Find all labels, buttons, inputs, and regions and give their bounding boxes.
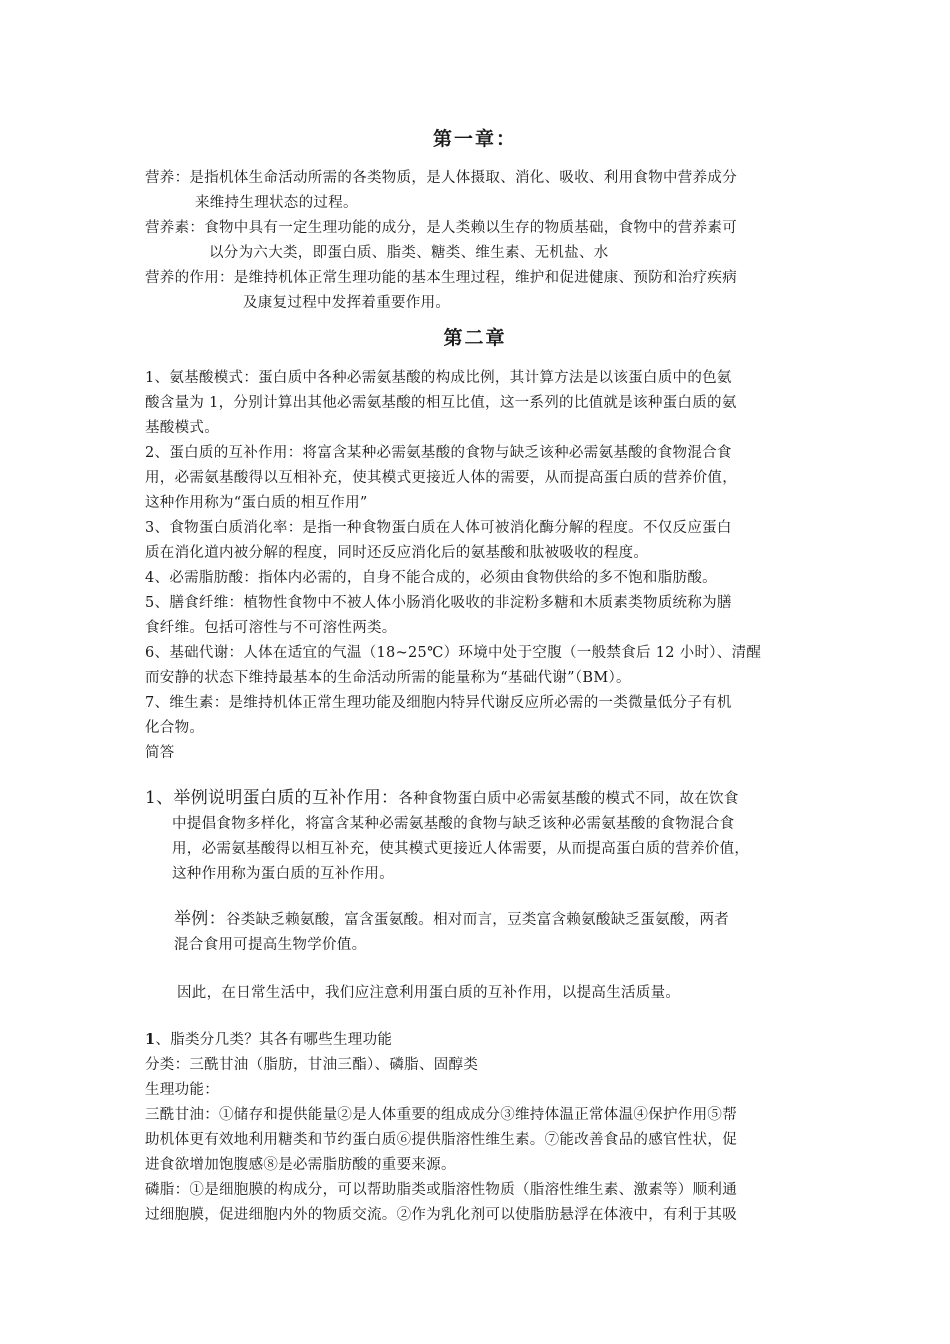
ch2-item1-line3: 基酸模式。 (145, 420, 219, 436)
ch2-item2-line2: 用，必需氨基酸得以互相补充，使其模式更接近人体的需要，从而提高蛋白质的营养价值， (145, 470, 737, 486)
def-nutrition-line2: 来维持生理状态的过程。 (195, 195, 358, 211)
ch2-item1-line2: 酸含量为 1，分别计算出其他必需氨基酸的相互比值，这一系列的比值就是该种蛋白质的氨 (145, 395, 737, 411)
ch2-item7-line1: 7、维生素：是维持机体正常生理功能及细胞内特异代谢反应所必需的一类微量低分子有机 (145, 695, 732, 711)
triglyceride-line2: 助机体更有效地利用糖类和节约蛋白质⑥提供脂溶性维生素。⑦能改善食品的感官性状，促 (145, 1132, 737, 1148)
ch2-item4-line1: 4、必需脂肪酸：指体内必需的，自身不能合成的，必须由食物供给的多不饱和脂肪酸。 (145, 570, 717, 586)
ch2-item3-line1: 3、食物蛋白质消化率：是指一种食物蛋白质在人体可被消化酶分解的程度。不仅反应蛋白 (145, 520, 732, 536)
chapter2-title: 第二章 (443, 327, 507, 349)
ch2-item2-line3: 这种作用称为“蛋白质的相互作用” (145, 495, 368, 511)
ch2-item3-line2: 质在消化道内被分解的程度，同时还反应消化后的氨基酸和肽被吸收的程度。 (145, 545, 649, 561)
def-nutrient-line2: 以分为六大类，即蛋白质、脂类、糖类、维生素、无机盐、水 (209, 245, 609, 261)
ch2-item1-line1: 1、氨基酸模式：蛋白质中各种必需氨基酸的构成比例，其计算方法是以该蛋白质中的色氨 (145, 370, 732, 386)
lipids-question-text: 、脂类分几类？其各有哪些生理功能 (155, 1032, 393, 1048)
triglyceride-line1: 三酰甘油：①储存和提供能量②是人体重要的组成成分③维持体温正常体温④保护作用⑤帮 (145, 1107, 737, 1123)
ch2-item5-line2: 食纤维。包括可溶性与不可溶性两类。 (145, 620, 397, 636)
example-text-line1: 谷类缺乏赖氨酸，富含蛋氨酸。相对而言，豆类富含赖氨酸缺乏蛋氨酸，两者 (225, 912, 730, 928)
lipids-question-number: 1 (145, 1031, 156, 1048)
triglyceride-line3: 进食欲增加饱腹感⑧是必需脂肪酸的重要来源。 (145, 1157, 456, 1173)
chapter1-title: 第一章： (432, 128, 517, 150)
qa1-answer-line3: 用，必需氨基酸得以相互补充，使其模式更接近人体需要，从而提高蛋白质的营养价值， (172, 841, 750, 857)
ch2-item5-line1: 5、膳食纤维：植物性食物中不被人体小肠消化吸收的非淀粉多糖和木质素类物质统称为膳 (145, 595, 732, 611)
ch2-item6-line2: 而安静的状态下维持最基本的生命活动所需的能量称为“基础代谢”（BM）。 (145, 670, 631, 686)
lipids-question (145, 1030, 815, 1050)
ch2-item7-line2: 化合物。 (145, 720, 205, 736)
ch2-item6-line1: 6、基础代谢：人体在适宜的气温（18~25℃）环境中处于空腹（一般禁食后 12 小时）、清醒 (145, 645, 762, 661)
example-line1 (174, 909, 844, 930)
example-label: 举例： (174, 909, 226, 929)
example-text-line2: 混合食用可提高生物学价值。 (174, 937, 367, 953)
conclusion: 因此，在日常生活中，我们应注意利用蛋白质的互补作用，以提高生活质量。 (177, 985, 681, 1001)
lipids-function-label: 生理功能： (145, 1082, 219, 1098)
def-nutrition-role-line1: 营养的作用：是维持机体正常生理功能的基本生理过程，维护和促进健康、预防和治疗疾病 (145, 270, 737, 286)
phospholipid-line1: 磷脂：①是细胞膜的构成分，可以帮助脂类或脂溶性物质（脂溶性维生素、激素等）顺利通 (145, 1182, 737, 1198)
def-nutrition-line1: 营养：是指机体生命活动所需的各类物质，是人体摄取、消化、吸收、利用食物中营养成分 (145, 170, 737, 186)
phospholipid-line2: 过细胞膜，促进细胞内外的物质交流。②作为乳化剂可以使脂肪悬浮在体液中，有利于其吸 (145, 1207, 737, 1223)
qa1-first-line (145, 788, 815, 809)
qa1-answer-line2: 中提倡食物多样化，将富含某种必需氨基酸的食物与缺乏该种必需氨基酸的食物混合食 (172, 816, 735, 832)
def-nutrition-role-line2: 及康复过程中发挥着重要作用。 (243, 295, 451, 311)
def-nutrient-line1: 营养素：食物中具有一定生理功能的成分，是人类赖以生存的物质基础，食物中的营养素可 (145, 220, 737, 236)
qa1-answer-line1: 各种食物蛋白质中必需氨基酸的模式不同，故在饮食 (398, 791, 739, 807)
ch2-item2-line1: 2、蛋白质的互补作用：将富含某种必需氨基酸的食物与缺乏该种必需氨基酸的食物混合食 (145, 445, 732, 461)
qa1-answer-line4: 这种作用称为蛋白质的互补作用。 (172, 866, 394, 882)
short-answer-label: 简答 (145, 745, 175, 761)
qa1-heading: 1、举例说明蛋白质的互补作用： (145, 788, 399, 808)
lipids-classes: 分类：三酰甘油（脂肪，甘油三酯）、磷脂、固醇类 (145, 1057, 479, 1073)
